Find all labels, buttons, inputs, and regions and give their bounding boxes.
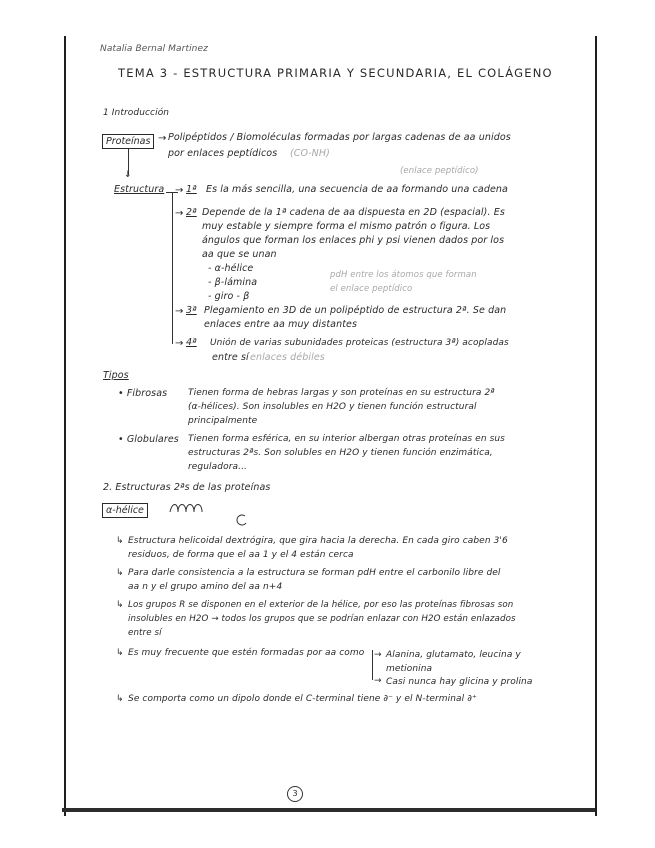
helice-bullet-1-line2: residuos, de forma que el aa 1 y el 4 están cerca [128, 550, 354, 560]
arrow-icon: → [175, 338, 184, 349]
helice-bullet-1-line1: Estructura helicoidal dextrógira, que gira hacia la derecha. En cada giro caben 3'6 [128, 536, 508, 546]
proteinas-definition-line1: Polipéptidos / Biomoléculas formadas por largas cadenas de aa unidos [168, 132, 511, 143]
bullet-arrow-icon: ↳ [116, 536, 124, 546]
section-2-heading: 2. Estructuras 2ªs de las proteínas [103, 482, 271, 493]
bullet-arrow-icon: ↳ [116, 600, 124, 610]
proteinas-box: Proteínas [102, 134, 154, 149]
arrow-icon: → [158, 133, 167, 144]
helice-bullet-3-line3: entre sí [128, 628, 162, 638]
estructura-4-line1: Unión de varias subunidades proteicas (estructura 3ª) acopladas [210, 338, 509, 348]
section-1-heading: 1 Introducción [103, 108, 170, 118]
arrow-icon: → [175, 208, 184, 219]
estructura-2-number: 2ª [186, 207, 197, 218]
estructura-3-line1: Plegamiento en 3D de un polipéptido de estructura 2ª. Se dan [204, 305, 507, 316]
pdh-note-line2: el enlace peptídico [330, 284, 413, 294]
helice-bullet-3-line2: insolubles en H2O → todos los grupos que se podrían enlazar con H2O están enlazados [128, 614, 516, 624]
estructura-4-number: 4ª [186, 337, 197, 348]
bullet-arrow-icon: ↳ [116, 648, 124, 658]
helice-bullet-5-text: Se comporta como un dipolo donde el C-terminal tiene ∂⁻ y el N-terminal ∂⁺ [128, 694, 477, 704]
arrow-down-icon: ↓ [124, 170, 132, 180]
rotation-arrow-icon [236, 514, 248, 526]
globulares-label: • Globulares [118, 434, 179, 445]
fibrosas-label: • Fibrosas [118, 388, 168, 399]
beta-lamina-item: - β-lámina [208, 277, 258, 288]
estructura-bracket-line [172, 192, 173, 344]
estructura-1-number: 1ª [186, 184, 197, 195]
helice-bullet-2-line2: aa n y el grupo amino del aa n+4 [128, 582, 283, 592]
globulares-line3: reguladora... [188, 462, 247, 472]
estructura-2-line3: ángulos que forman los enlaces phi y psi vienen dados por los [202, 235, 505, 246]
enlaces-debiles-note: enlaces débiles [250, 352, 325, 363]
aa-infrecuentes: Casi nunca hay glicina y prolina [386, 677, 533, 687]
estructura-1-text: Es la más sencilla, una secuencia de aa formando una cadena [206, 184, 508, 195]
options-bracket-line [372, 650, 373, 680]
author-name: Natalia Bernal Martinez [100, 44, 208, 54]
globulares-line2: estructuras 2ªs. Son solubles en H2O y tienen función enzimática, [188, 448, 493, 458]
arrow-icon: → [175, 185, 184, 196]
bullet-arrow-icon: ↳ [116, 694, 124, 704]
estructura-label: Estructura [114, 184, 165, 195]
page-number: 3 [287, 786, 303, 802]
aa-frecuentes-line1: Alanina, glutamato, leucina y [386, 650, 521, 660]
estructura-3-number: 3ª [186, 305, 197, 316]
enlace-peptidico-note: (enlace peptídico) [400, 166, 479, 176]
helix-icon [168, 500, 208, 516]
fibrosas-line1: Tienen forma de hebras largas y son proteínas en su estructura 2ª [188, 388, 495, 398]
helice-bullet-4-text: Es muy frecuente que estén formadas por aa como [128, 648, 365, 658]
estructura-2-line4: aa que se unan [202, 249, 277, 260]
estructura-3-line2: enlaces entre aa muy distantes [204, 319, 358, 330]
globulares-line1: Tienen forma esférica, en su interior albergan otras proteínas en sus [188, 434, 505, 444]
proteinas-definition-line2: por enlaces peptídicos [168, 148, 278, 159]
alfa-helice-box: α-hélice [102, 503, 148, 518]
aa-frecuentes-line2: metionina [386, 664, 433, 674]
helice-bullet-3-line1: Los grupos R se disponen en el exterior de la hélice, por eso las proteínas fibrosas son [128, 600, 514, 610]
arrow-icon: → [374, 650, 382, 660]
pdh-note-line1: pdH entre los átomos que forman [330, 270, 477, 280]
tipos-heading: Tipos [103, 370, 129, 381]
giro-beta-item: - giro - β [208, 291, 250, 302]
estructura-2-line2: muy estable y siempre forma el mismo patrón o figura. Los [202, 221, 491, 232]
page-title: TEMA 3 - ESTRUCTURA PRIMARIA Y SECUNDARIA, EL COLÁGENO [118, 66, 553, 80]
alfa-helice-item: - α-hélice [208, 263, 254, 274]
page-bottom-rule [62, 808, 595, 812]
co-nh-note: (CO-NH) [290, 148, 330, 159]
fibrosas-line3: principalmente [188, 416, 258, 426]
helice-bullet-2-line1: Para darle consistencia a la estructura se forman pdH entre el carbonilo libre del [128, 568, 501, 578]
arrow-icon: → [374, 676, 382, 686]
fibrosas-line2: (α-hélices). Son insolubles en H2O y tienen función estructural [188, 402, 477, 412]
bullet-arrow-icon: ↳ [116, 568, 124, 578]
estructura-2-line1: Depende de la 1ª cadena de aa dispuesta en 2D (espacial). Es [202, 207, 505, 218]
estructura-4-line2: entre sí [212, 352, 249, 363]
arrow-icon: → [175, 306, 184, 317]
